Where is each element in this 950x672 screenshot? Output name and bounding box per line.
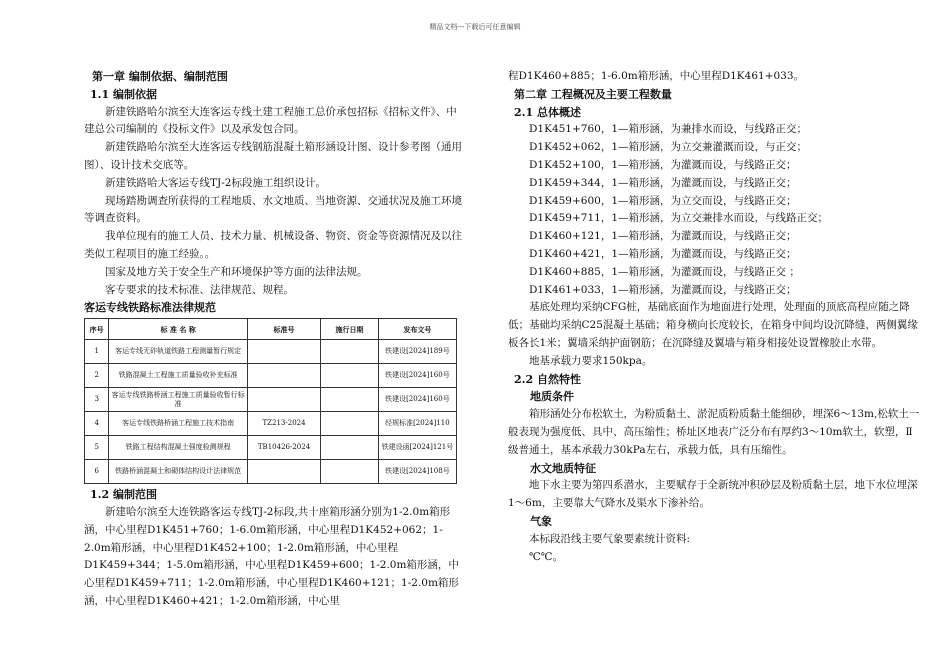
table-row <box>85 388 457 412</box>
cell-no: 6 <box>85 460 109 484</box>
cell-doc: 铁建设[2024]160号 <box>378 388 456 412</box>
section-1-1-title: 1.1 编制依据 <box>90 87 157 101</box>
basis-paragraph: 新建铁路哈尔滨至大连客运专线土建工程施工总价承包招标《招标文件》、中建总公司编制的《投标文件》以及承发包合同。 <box>84 105 457 136</box>
scope-paragraph: 新建哈尔滨至大连铁路客运专线TJ-2标段,共十座箱形涵分别为1-2.0m箱形涵，中心里程D1K451+760；1-6.0m箱形涵，中心里程D1K452+062；1-2.0m箱形涵，中心里程D1K452+100；1-2.0m箱形涵，中心里程D1K459+344；1-5.0m箱形涵，中心里程D1K459+600；1-2.0m箱形涵，中心里程D1K459+711；1-2.0m箱形涵，中心里程D1K460+121；1-2.0m箱形涵，中心里程D1K460+421；1-2.0m箱形涵，中心里 <box>84 505 459 607</box>
basis-paragraph: 我单位现有的施工人员、技术力量、机械设备、物资、资金等资源情况及以往类似工程项目的施工经验。。 <box>84 230 462 260</box>
culvert-item: D1K460+885，1—箱形涵，为灌溉而设，与线路正交 ； <box>529 265 800 278</box>
standards-table <box>84 318 457 484</box>
cell-date <box>321 388 379 412</box>
table-row <box>85 436 457 460</box>
cell-date <box>321 364 379 388</box>
header-std: 标准号 <box>247 319 320 340</box>
basis-paragraph: 现场踏勘调查所获得的工程地质、水文地质、当地资源、交通状况及施工环境等调查资料。 <box>84 194 462 225</box>
cell-no: 2 <box>85 364 109 388</box>
culvert-item: D1K451+760，1—箱形涵，为兼排水而设，与线路正交； <box>529 123 808 136</box>
basis-paragraph: 新建铁路哈大客运专线TJ-2标段施工组织设计。 <box>105 176 326 189</box>
basis-paragraph: 客专要求的技术标准、法律规范、规程。 <box>105 283 294 296</box>
page-header: 精品文档---下载后可任意编辑 <box>429 23 521 31</box>
cell-name: 客运专线铁路桥涵工程施工质量验收暂行标准 <box>109 388 248 412</box>
cell-doc: 经规标准[2024]110 <box>378 412 456 436</box>
table-row <box>85 340 457 364</box>
cell-std <box>247 364 320 388</box>
header-no: 序号 <box>85 319 109 340</box>
table-header-row <box>85 319 457 340</box>
left-column <box>84 68 467 611</box>
cell-name: 铁路桥涵混凝土和砌体结构设计法律规范 <box>109 460 248 484</box>
climate-units: ℃℃。 <box>529 550 563 563</box>
cell-std <box>247 340 320 364</box>
section-2-1-title: 2.1 总体概述 <box>514 105 581 119</box>
hydrology-paragraph: 地下水主要为第四系潜水，主要赋存于全新统冲积砂层及粉质黏土层，地下水位埋深1～6m，主要靠大气降水及渠水下渗补给。 <box>508 479 918 510</box>
chapter-2-title: 第二章 工程概况及主要工程数量 <box>514 87 672 101</box>
culvert-item: D1K452+062，1—箱形涵，为立交兼灌溉而设，与正交； <box>529 141 808 154</box>
cell-doc: 铁建设[2024]108号 <box>378 460 456 484</box>
section-2-2-title: 2.2 自然特性 <box>514 372 581 386</box>
cell-std <box>247 388 320 412</box>
cell-doc: 铁建设函[2024]121号 <box>378 436 456 460</box>
culvert-item: D1K460+421，1—箱形涵，为灌溉而设，与线路正交； <box>529 247 797 260</box>
cell-no: 5 <box>85 436 109 460</box>
cell-date <box>321 436 379 460</box>
geology-paragraph: 箱形涵处分布松软土，为粉质黏土、淤泥质粉质黏土能细砂，埋深6～13m,松软土一般表现为强度低、具中、高压缩性；桥址区地表广泛分布有厚约3～10m软土，软塑，Ⅱ级普通土，基本承载力30kPa左右，承载力低，具有压缩性。 <box>508 408 920 456</box>
hydrology-title: 水文地质特征 <box>530 461 596 475</box>
cell-std: TZ213-2024 <box>247 412 320 436</box>
cell-no: 3 <box>85 388 109 412</box>
cell-no: 4 <box>85 412 109 436</box>
cell-name: 铁路混凝土工程施工质量验收补充标准 <box>109 364 248 388</box>
cell-name: 铁路工程结构混凝土强度检测规程 <box>109 436 248 460</box>
cell-std: TB10426-2024 <box>247 436 320 460</box>
culvert-item: D1K460+121，1—箱形涵，为灌溉而设，与线路正交； <box>529 230 797 243</box>
cell-date <box>321 412 379 436</box>
culvert-item: D1K461+033，1—箱形涵，为灌溉而设，与线路正交； <box>529 283 797 296</box>
culvert-item: D1K452+100，1—箱形涵，为灌溉而设，与线路正交； <box>529 158 797 171</box>
cell-doc: 铁建设[2024]189号 <box>378 340 456 364</box>
basis-paragraph: 新建铁路哈尔滨至大连客运专线钢筋混凝土箱形涵设计图、设计参考图（通用图）、设计技术交底等。 <box>84 141 462 171</box>
table-title: 客运专线铁路标准法律规范 <box>84 301 216 315</box>
cell-no: 1 <box>85 340 109 364</box>
table-row <box>85 364 457 388</box>
culvert-item: D1K459+600，1—箱形涵，为立交而设，与线路正交； <box>529 194 797 207</box>
cell-date <box>321 460 379 484</box>
table-row <box>85 460 457 484</box>
climate-paragraph: 本标段沿线主要气象要素统计资料: <box>529 532 691 545</box>
table-row <box>85 412 457 436</box>
foundation-paragraph: 基底处理均采纳CFG桩，基础底面作为地面进行处理，处理面的顶底高程应随之降低；基础均采纳C25混凝土基础；箱身横向长度较长，在箱身中间均设沉降缝，两侧翼缘板各长1米；翼墙采纳护面钢筋；在沉降缝及翼墙与箱身相接处设置橡胶止水带。 <box>508 301 918 349</box>
geology-title: 地质条件 <box>530 390 574 404</box>
cell-date <box>321 340 379 364</box>
section-1-2-title: 1.2 编制范围 <box>90 488 157 502</box>
culvert-item: D1K459+344，1—箱形涵，为灌溉而设，与线路正交； <box>529 176 797 189</box>
cell-name: 客运专线无砟轨道铁路工程测量暂行规定 <box>109 340 248 364</box>
header-doc: 发布文号 <box>378 319 456 340</box>
header-name: 标 准 名 称 <box>109 319 248 340</box>
culvert-item: D1K459+711，1—箱形涵，为立交兼排水而设，与线路正交； <box>529 212 829 225</box>
chapter-1-title: 第一章 编制依据、编制范围 <box>92 70 228 83</box>
bearing-capacity-paragraph: 地基承载力要求150kpa。 <box>529 354 653 367</box>
cell-name: 客运专线铁路桥涵工程施工技术指南 <box>109 412 248 436</box>
cell-std <box>247 460 320 484</box>
scope-continuation: 程D1K460+885；1-6.0m箱形涵，中心里程D1K461+033。 <box>508 70 805 82</box>
right-column <box>508 68 920 566</box>
climate-title: 气象 <box>530 514 552 528</box>
header-date: 施行日期 <box>321 319 379 340</box>
basis-paragraph: 国家及地方关于安全生产和环境保护等方面的法律法规。 <box>105 265 368 278</box>
cell-doc: 铁建设[2024]160号 <box>378 364 456 388</box>
